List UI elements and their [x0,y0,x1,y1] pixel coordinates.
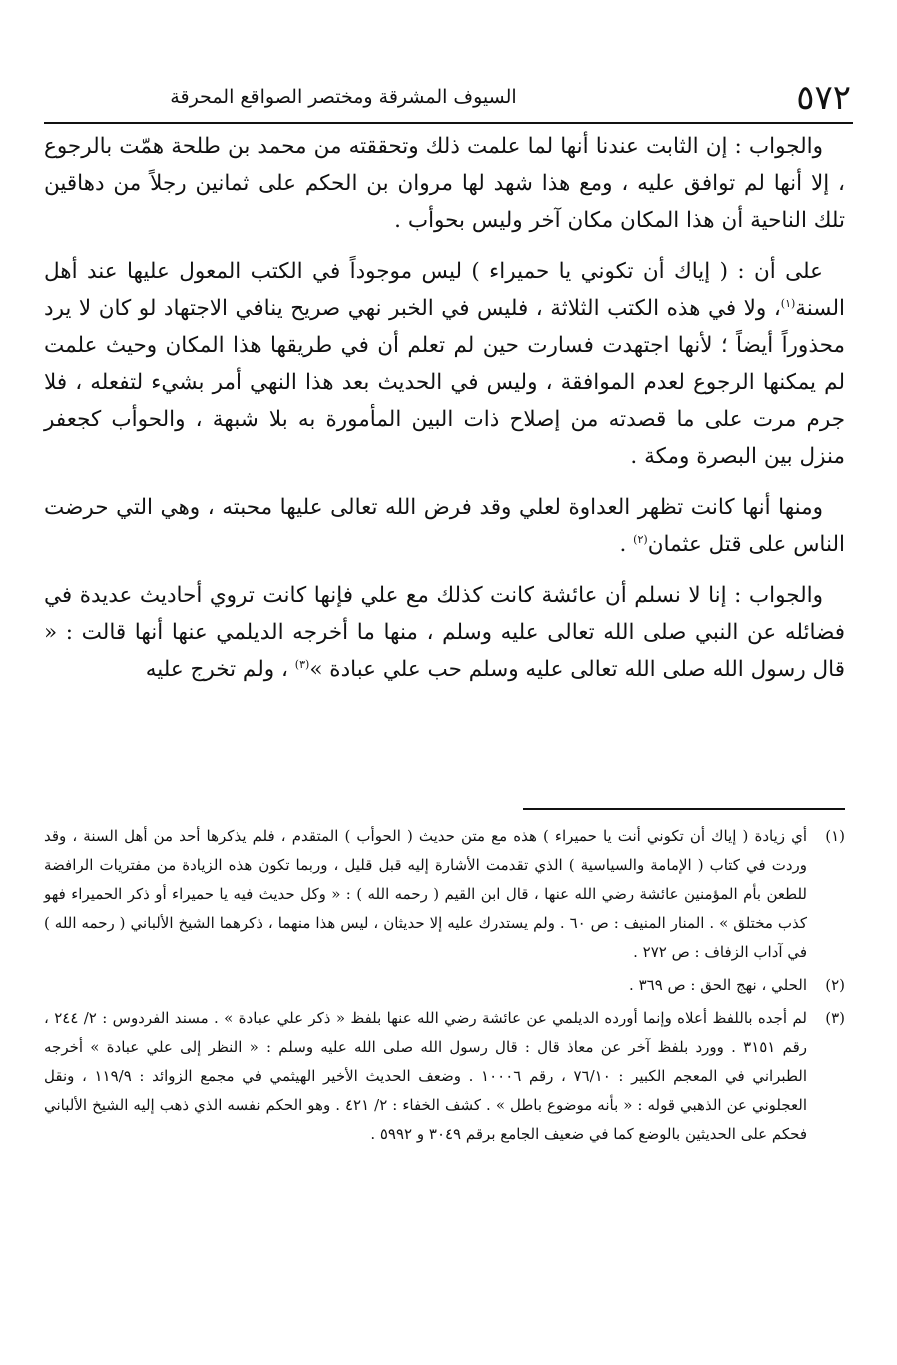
footnote-marker: (٣) [294,657,310,671]
paragraph-text: . [619,532,634,557]
paragraph [44,253,845,475]
paragraph [44,577,845,688]
paragraph-text: ومنها أنها كانت تظهر العداوة لعلي وقد فرض الله تعالى عليها محبته ، وهي التي حرضت الناس على قتل عثمان [44,495,845,557]
paragraph [44,489,845,563]
footnote [44,822,845,967]
footnote-marker: (١) [780,296,796,310]
footnote-marker: (٢) [633,532,648,546]
paragraph-text: ، ولا في هذه الكتب الثلاثة ، فليس في الخبر نهي صريح ينافي الاجتهاد لو كان لا يرد محذوراً أيضاً ؛ لأنها اجتهدت فسارت حين لم تعلم أن في طريقها هذا المكان وحيث علمت لم يمكنها الرجوع لعدم الموافقة ، وليس في الحديث بعد هذا النهي أمر بشيء لتفعله ، فلا جرم مرت على ما قصدته من إصلاح ذات البين المأمورة به بلا شبهة ، والحوأب كجعفر منزل بين البصرة ومكة . [44,296,845,469]
footnote-number: (١) [825,827,845,845]
paragraph-text: على أن : ( إياك أن تكوني يا حميراء ) ليس موجوداً في الكتب المعول عليها عند أهل السنة [44,259,845,321]
footnote-text: لم أجده باللفظ أعلاه وإنما أورده الديلمي عن عائشة رضي الله عنها بلفظ « ذكر علي عبادة » . مسند الفردوس : ٢/ ٢٤٤ ، رقم ٣١٥١ . وورد بلفظ آخر عن معاذ قال : قال رسول الله صلى الله عليه وسلم : « النظر إلى علي عبادة » أخرجه الطبراني في المعجم الكبير : ٧٦/١٠ ، رقم ١٠٠٠٦ . وضعف الحديث الأخير الهيثمي في مجمع الزوائد : ١١٩/٩ ، ونقل العجلوني عن الذهبي قوله : « بأنه موضوع باطل » . كشف الخفاء : ٢/ ٤٢١ . وهو الحكم نفسه الذي ذهب إليه الشيخ الألباني فحكم على الحديثين بالوضع كما في ضعيف الجامع برقم ٣٠٤٩ و ٥٩٩٢ . [44,1009,808,1143]
page-number: ٥٧٢ [796,78,851,118]
footnote-divider [523,808,845,810]
footnote-number: (٢) [825,976,845,994]
footnote-text: أي زيادة ( إياك أن تكوني أنت يا حميراء ) هذه مع متن حديث ( الحوأب ) المتقدم ، فلم يذكرها أحد من أهل السنة ، وقد وردت في كتاب ( الإمامة والسياسية ) الذي تقدمت الأشارة إليه قبل قليل ، وربما تكون هذه الزيادة من مفتريات الرافضة للطعن بأم المؤمنين عائشة رضي الله عنها ، قال ابن القيم ( رحمه الله ) : « وكل حديث فيه يا حميراء أو ذكر الحميراء فهو كذب مختلق » . المنار المنيف : ص ٦٠ . ولم يستدرك عليه إلا حديثان ، ليس هذا منهما ، ذكرهما الشيخ الألباني ( رحمه الله ) في آداب الزفاف : ص ٢٧٢ . [44,827,807,961]
running-title: السيوف المشرقة ومختصر الصواقع المحرقة [170,86,517,108]
header-divider [44,122,853,124]
main-text [44,128,845,702]
footnote [44,971,845,1000]
footnote-number: (٣) [825,1009,845,1027]
footnote-text: الحلي ، نهج الحق : ص ٣٦٩ . [629,976,807,994]
paragraph-text: والجواب : إن الثابت عندنا أنها لما علمت ذلك وتحققته من محمد بن طلحة همّت بالرجوع ، إلا أنها لم توافق عليه ، ومع هذا شهد لها مروان بن الحكم على ثمانين رجلاً من دهاقين تلك الناحية أن هذا المكان مكان آخر وليس بحوأب . [44,134,845,233]
footnotes [44,822,845,1153]
footnote [44,1004,845,1149]
paragraph-text: ، ولم تخرج عليه [145,657,295,682]
paragraph-text: والجواب : إنا لا نسلم أن عائشة كانت كذلك مع علي فإنها كانت تروي أحاديث عديدة في فضائله عن النبي صلى الله تعالى عليه وسلم ، منها ما أخرجه الديلمي عنها أنها قالت : « قال رسول الله صلى الله تعالى عليه وسلم حب علي عبادة » [44,583,845,682]
paragraph [44,128,845,239]
page-header [44,78,853,122]
